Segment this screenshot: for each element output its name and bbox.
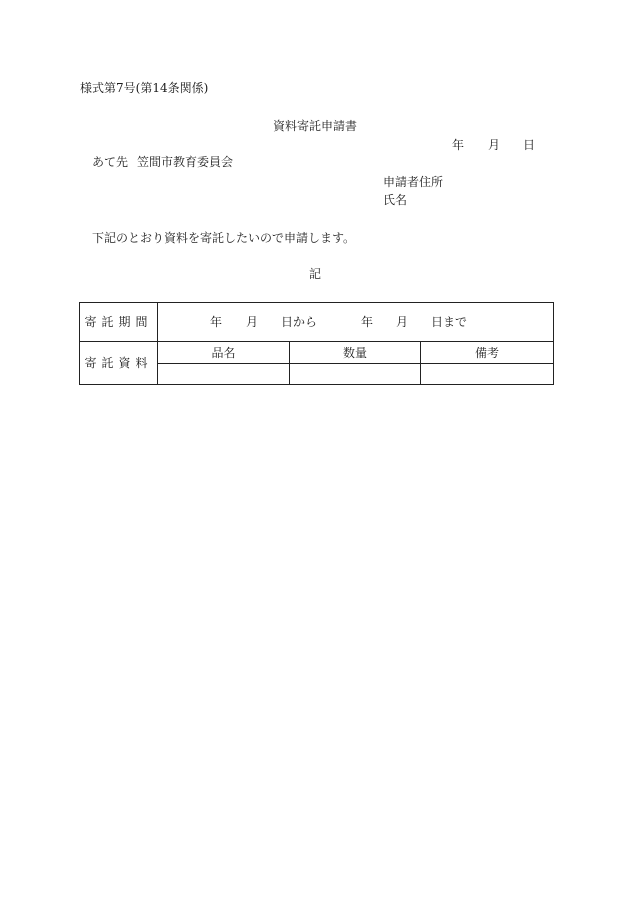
period-to-day: 日まで [431,315,468,329]
deposit-materials-label: 寄託資料 [80,342,158,385]
applicant-name-label: 氏名 [383,193,408,207]
materials-header-row [80,342,554,364]
date-day-label: 日 [523,138,536,152]
period-from-year: 年 [210,315,223,329]
deposit-period-label: 寄託期間 [80,303,158,342]
note-heading: 記 [308,267,321,281]
period-to-year: 年 [361,315,374,329]
document-title: 資料寄託申請書 [272,119,357,133]
deposit-period-field[interactable] [158,303,554,342]
applicant-address-label: 申請者住所 [383,175,444,189]
addressee-name: 笠間市教育委員会 [137,155,234,169]
quantity-cell[interactable] [290,364,421,385]
form-number: 様式第7号(第14条関係) [80,81,209,95]
period-from-month: 月 [246,315,259,329]
column-header-item-name: 品名 [158,342,290,364]
date-year-label: 年 [452,138,465,152]
deposit-period-row [80,303,554,342]
remarks-cell[interactable] [421,364,554,385]
addressee-label: あて先 [92,155,129,169]
period-to-month: 月 [396,315,409,329]
item-name-cell[interactable] [158,364,290,385]
body-text: 下記のとおり資料を寄託したいので申請します。 [92,231,356,245]
deposit-table [79,302,554,385]
period-from-day: 日から [281,315,318,329]
date-month-label: 月 [488,138,501,152]
column-header-quantity: 数量 [290,342,421,364]
column-header-remarks: 備考 [421,342,554,364]
